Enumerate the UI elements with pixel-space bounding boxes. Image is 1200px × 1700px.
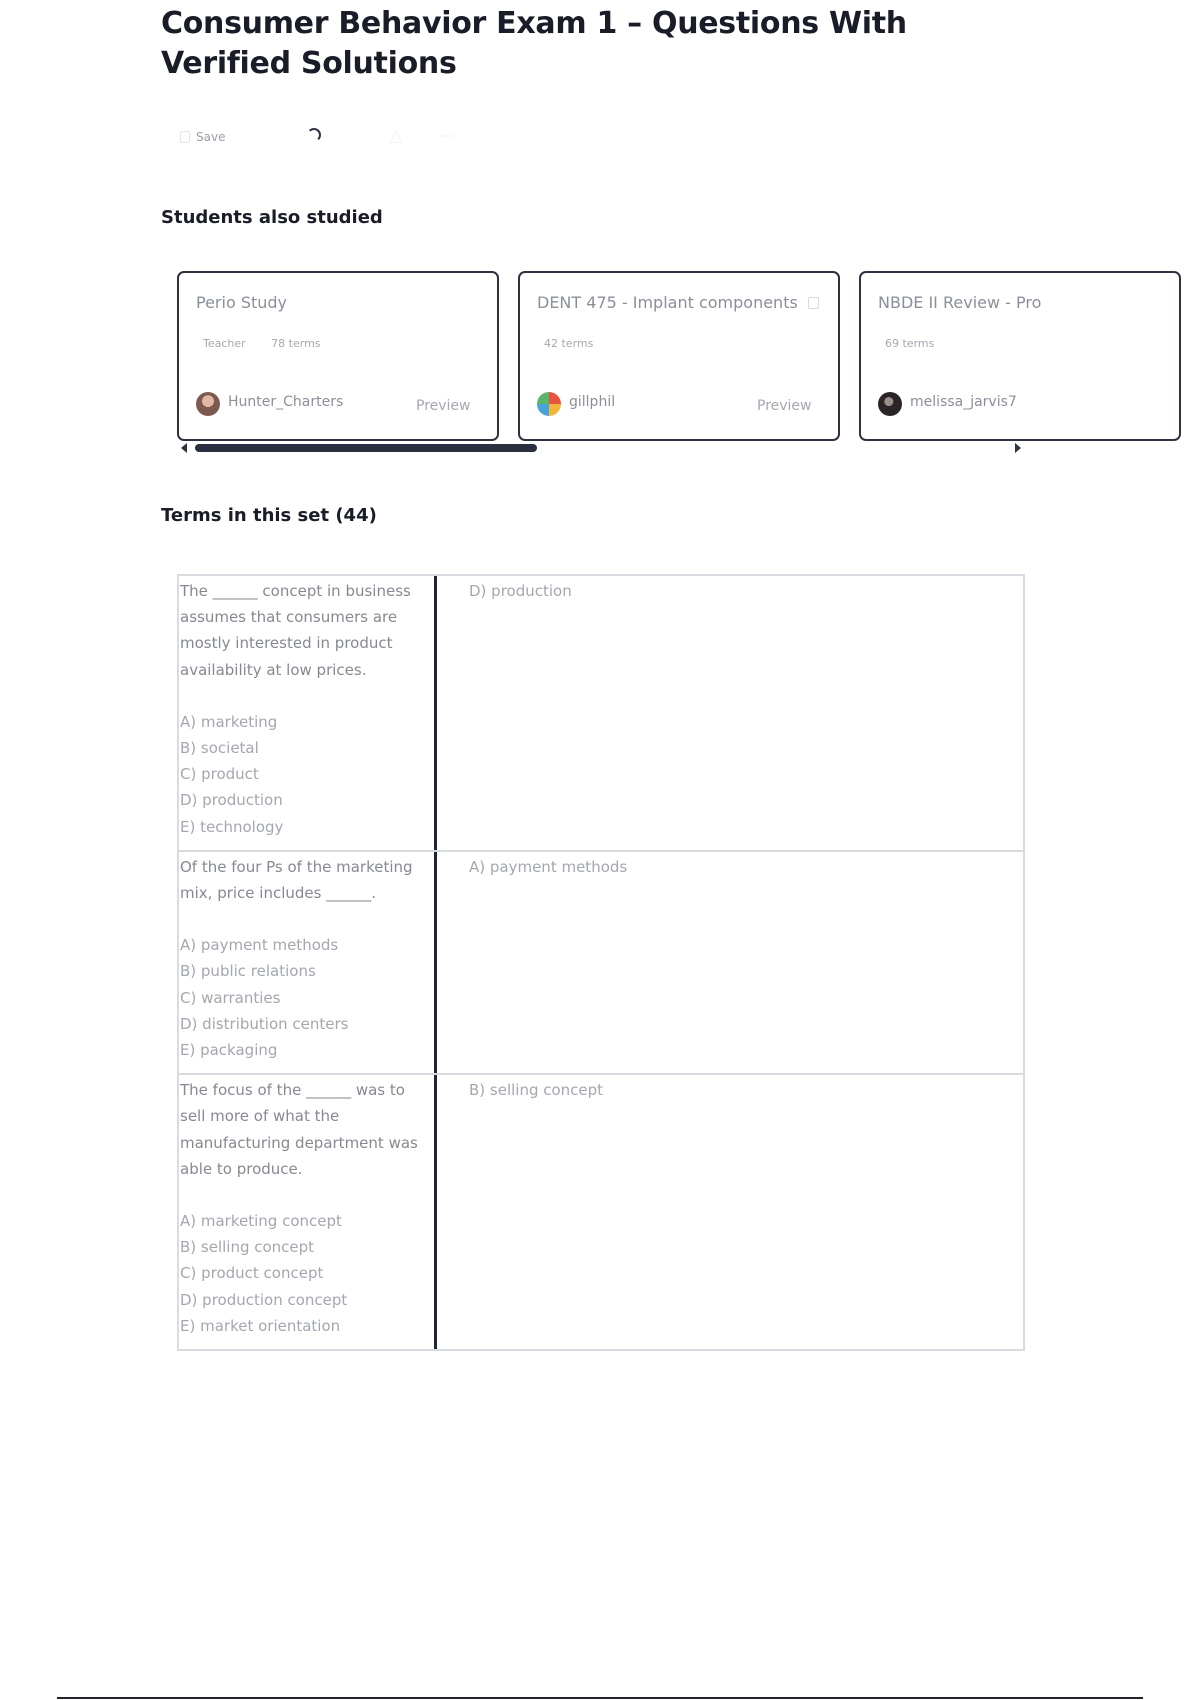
card-meta bbox=[885, 337, 934, 350]
terms-heading: Terms in this set (44) bbox=[161, 505, 377, 526]
term-row bbox=[179, 576, 1023, 850]
answer-options bbox=[180, 932, 432, 1063]
avatar bbox=[537, 392, 561, 416]
scroll-right-arrow-icon[interactable] bbox=[1015, 443, 1021, 453]
term-answer: B) selling concept bbox=[469, 1081, 604, 1100]
option-d: D) production concept bbox=[180, 1290, 348, 1309]
related-set-card[interactable] bbox=[518, 271, 840, 441]
option-c: C) product concept bbox=[180, 1264, 324, 1283]
option-b: B) public relations bbox=[180, 962, 316, 981]
card-title: NBDE II Review - Pro bbox=[878, 293, 1042, 312]
option-a: A) marketing concept bbox=[180, 1212, 342, 1231]
students-also-studied-heading: Students also studied bbox=[161, 207, 383, 228]
card-title-text: DENT 475 - Implant components bbox=[537, 293, 798, 312]
answer-options bbox=[180, 709, 432, 840]
more-icon[interactable]: ⋯ bbox=[438, 126, 454, 145]
set-toolbar bbox=[180, 124, 454, 150]
carousel-scrollbar-thumb[interactable] bbox=[195, 444, 537, 452]
option-e: E) market orientation bbox=[180, 1316, 341, 1335]
page-divider bbox=[57, 1697, 1143, 1699]
option-a: A) marketing bbox=[180, 712, 278, 731]
term-row bbox=[179, 850, 1023, 1073]
card-title bbox=[537, 293, 819, 312]
preview-button[interactable]: Preview bbox=[416, 398, 471, 414]
related-set-card[interactable] bbox=[859, 271, 1181, 441]
card-meta bbox=[203, 337, 321, 350]
card-author[interactable]: gillphil bbox=[569, 394, 616, 410]
card-title: Perio Study bbox=[196, 293, 288, 312]
term-question bbox=[179, 852, 437, 1073]
page-title: Consumer Behavior Exam 1 – Questions With Verified Solutions bbox=[161, 6, 907, 81]
term-answer: D) production bbox=[469, 582, 572, 600]
preview-button[interactable]: Preview bbox=[757, 398, 812, 414]
save-label: Save bbox=[196, 130, 226, 144]
card-role: Teacher bbox=[203, 337, 246, 350]
card-meta bbox=[544, 337, 593, 350]
card-term-count: 69 terms bbox=[885, 337, 935, 350]
save-button[interactable] bbox=[180, 130, 225, 144]
document-icon bbox=[808, 297, 819, 309]
avatar bbox=[196, 392, 220, 416]
card-author[interactable]: melissa_jarvis7 bbox=[910, 394, 1017, 410]
save-icon bbox=[180, 131, 190, 143]
term-question bbox=[179, 1075, 437, 1349]
option-e: E) packaging bbox=[180, 1041, 278, 1060]
terms-table bbox=[177, 574, 1025, 1351]
question-text: Of the four Ps of the marketing mix, price includes ______. bbox=[180, 857, 413, 903]
term-row bbox=[179, 1073, 1023, 1349]
loading-spinner-icon bbox=[307, 128, 321, 142]
question-text: The ______ concept in business assumes that consumers are mostly interested in product availability at low prices. bbox=[180, 582, 411, 679]
option-d: D) distribution centers bbox=[180, 1014, 349, 1033]
share-icon[interactable]: △ bbox=[390, 126, 403, 145]
option-a: A) payment methods bbox=[180, 936, 339, 955]
option-d: D) production bbox=[180, 791, 283, 810]
related-sets-carousel bbox=[177, 271, 1042, 441]
card-term-count: 42 terms bbox=[544, 337, 594, 350]
card-term-count: 78 terms bbox=[271, 337, 321, 350]
avatar bbox=[878, 392, 902, 416]
option-b: B) selling concept bbox=[180, 1238, 315, 1257]
term-question bbox=[179, 576, 437, 850]
related-set-card[interactable] bbox=[177, 271, 499, 441]
answer-options bbox=[180, 1208, 432, 1339]
term-answer: A) payment methods bbox=[469, 857, 628, 876]
option-b: B) societal bbox=[180, 739, 259, 758]
option-c: C) warranties bbox=[180, 988, 281, 1007]
question-text: The focus of the ______ was to sell more of what the manufacturing department was able to produce. bbox=[180, 1081, 418, 1178]
card-author[interactable]: Hunter_Charters bbox=[228, 394, 344, 410]
option-c: C) product bbox=[180, 765, 259, 784]
scroll-left-arrow-icon[interactable] bbox=[181, 443, 187, 453]
option-e: E) technology bbox=[180, 817, 284, 836]
